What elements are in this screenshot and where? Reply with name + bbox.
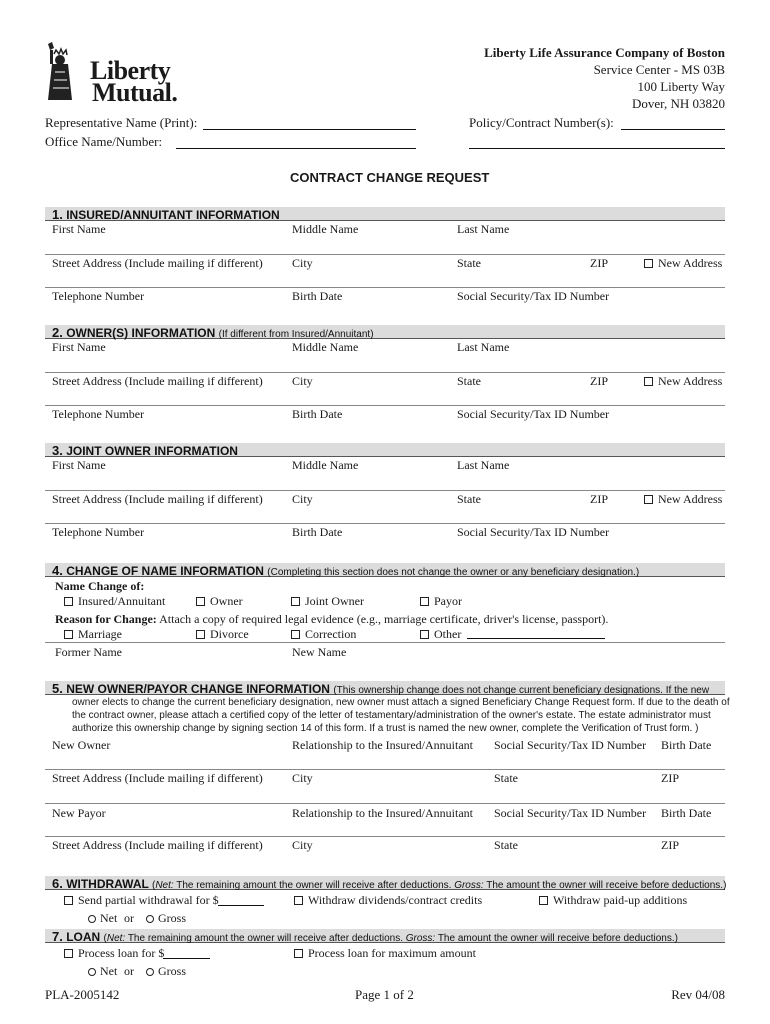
loan-gross-radio[interactable]: Gross [146, 964, 186, 979]
owner-state-label: State [494, 771, 518, 785]
reason-marriage-checkbox[interactable]: Marriage [64, 627, 122, 642]
checkbox-icon [64, 896, 73, 905]
checkbox-icon [64, 630, 73, 639]
s1-telephone: Telephone Number [52, 289, 145, 303]
radio-icon [88, 915, 96, 923]
radio-icon [146, 968, 154, 976]
reason-for-change: Reason for Change: Attach a copy of required legal evidence (e.g., marriage certificate, driver's license, passport). [55, 612, 609, 626]
owner-street-label: Street Address (Include mailing if different) [52, 771, 263, 785]
rep-name-label: Representative Name (Print): [45, 115, 198, 130]
payor-zip-label: ZIP [661, 838, 679, 852]
radio-icon [146, 915, 154, 923]
checkbox-icon [64, 597, 73, 606]
reason-divorce-checkbox[interactable]: Divorce [196, 627, 249, 642]
checkbox-icon [196, 597, 205, 606]
liberty-mutual-logo [40, 42, 178, 107]
s2-new-address-checkbox[interactable]: New Address [644, 374, 722, 389]
form-id: PLA-2005142 [45, 987, 120, 1002]
partial-withdrawal-checkbox[interactable]: Send partial withdrawal for $ [64, 893, 219, 908]
reason-correction-checkbox[interactable]: Correction [291, 627, 356, 642]
company-name: Liberty Life Assurance Company of Boston [484, 45, 725, 60]
new-name-label: New Name [292, 645, 347, 659]
owner-ssn-label: Social Security/Tax ID Number [494, 738, 647, 752]
owner-relationship-label: Relationship to the Insured/Annuitant [292, 738, 473, 752]
new-owner-label: New Owner [52, 738, 111, 752]
rep-name-field[interactable] [203, 129, 416, 130]
section-1-title: 1. INSURED/ANNUITANT INFORMATION [52, 207, 280, 222]
s2-state: State [457, 374, 481, 388]
logo-text-mutual: Mutual. [92, 78, 178, 107]
new-payor-label: New Payor [52, 806, 106, 820]
owner-zip-label: ZIP [661, 771, 679, 785]
name-change-label: Name Change of: [55, 579, 145, 593]
owner-birth-date-label: Birth Date [661, 738, 712, 752]
address-line-1: Service Center - MS 03B [593, 62, 725, 77]
s2-city: City [292, 374, 313, 388]
policy-field-2[interactable] [469, 148, 725, 149]
name-change-owner-checkbox[interactable]: Owner [196, 594, 243, 609]
address-line-2: 100 Liberty Way [637, 79, 725, 94]
s2-street: Street Address (Include mailing if different) [52, 374, 263, 388]
name-change-joint-owner-checkbox[interactable]: Joint Owner [291, 594, 364, 609]
payor-ssn-label: Social Security/Tax ID Number [494, 806, 647, 820]
s5-note-4: authorize this ownership change by signing section 14 of this form. If a trust is named the new owner, complete the Verification of Trust form. ) [72, 723, 699, 734]
radio-icon [88, 968, 96, 976]
checkbox-icon [294, 949, 303, 958]
s1-middle-name: Middle Name [292, 222, 359, 236]
reason-other-field[interactable] [467, 638, 605, 639]
checkbox-icon [539, 896, 548, 905]
s3-state: State [457, 492, 481, 506]
loan-net-radio[interactable]: Net [88, 964, 117, 979]
payor-relationship-label: Relationship to the Insured/Annuitant [292, 806, 473, 820]
payor-street-label: Street Address (Include mailing if different) [52, 838, 263, 852]
process-loan-checkbox[interactable]: Process loan for $ [64, 946, 164, 961]
s3-ssn: Social Security/Tax ID Number [457, 525, 610, 539]
section-5-title: 5. NEW OWNER/PAYOR CHANGE INFORMATION (This ownership change does not change current beneficiary designations. If the new [52, 681, 710, 696]
s3-first-name: First Name [52, 458, 106, 472]
s5-note-2: owner elects to change the current beneficiary designation, new owner must attach a signed Beneficiary Change Request form. If due to the death of [72, 697, 730, 708]
logo-text-liberty: Liberty [90, 56, 171, 85]
s3-city: City [292, 492, 313, 506]
withdraw-paidup-checkbox[interactable]: Withdraw paid-up additions [539, 893, 687, 908]
process-loan-amount[interactable] [163, 958, 210, 959]
withdraw-dividends-checkbox[interactable]: Withdraw dividends/contract credits [294, 893, 482, 908]
s1-state: State [457, 256, 481, 270]
s2-telephone: Telephone Number [52, 407, 145, 421]
s1-ssn: Social Security/Tax ID Number [457, 289, 610, 303]
owner-city-label: City [292, 771, 313, 785]
section-4-title: 4. CHANGE OF NAME INFORMATION (Completing this section does not change the owner or any beneficiary designation.) [52, 563, 640, 578]
s3-birth-date: Birth Date [292, 525, 343, 539]
revision: Rev 04/08 [671, 987, 725, 1002]
section-6-title: 6. WITHDRAWAL (Net: The remaining amount the owner will receive after deductions. Gross: The amount the owner will receive before deductions.) [52, 876, 727, 891]
office-label: Office Name/Number: [45, 134, 163, 149]
checkbox-icon [294, 896, 303, 905]
checkbox-icon [64, 949, 73, 958]
checkbox-icon [644, 495, 653, 504]
loan-or: or [124, 964, 134, 978]
policy-label: Policy/Contract Number(s): [469, 115, 614, 130]
payor-birth-date-label: Birth Date [661, 806, 712, 820]
checkbox-icon [644, 377, 653, 386]
page-number: Page 1 of 2 [355, 987, 414, 1002]
s5-note-3: the contract owner, please attach a certified copy of the letter of testamentary/administration of the owner's estate. The estate administrator must [72, 710, 711, 721]
s1-city: City [292, 256, 313, 270]
checkbox-icon [291, 630, 300, 639]
reason-other-checkbox[interactable]: Other [420, 627, 461, 642]
process-loan-max-checkbox[interactable]: Process loan for maximum amount [294, 946, 476, 961]
checkbox-icon [420, 630, 429, 639]
section-3-title: 3. JOINT OWNER INFORMATION [52, 443, 238, 458]
withdrawal-or: or [124, 911, 134, 925]
s3-middle-name: Middle Name [292, 458, 359, 472]
s2-zip: ZIP [590, 374, 608, 388]
checkbox-icon [644, 259, 653, 268]
name-change-insured-checkbox[interactable]: Insured/Annuitant [64, 594, 165, 609]
section-2-title: 2. OWNER(S) INFORMATION (If different from Insured/Annuitant) [52, 325, 374, 340]
s2-middle-name: Middle Name [292, 340, 359, 354]
s3-new-address-checkbox[interactable]: New Address [644, 492, 722, 507]
statue-of-liberty-icon [40, 42, 84, 102]
s1-new-address-checkbox[interactable]: New Address [644, 256, 722, 271]
payor-state-label: State [494, 838, 518, 852]
s1-street: Street Address (Include mailing if different) [52, 256, 263, 270]
s1-first-name: First Name [52, 222, 106, 236]
office-field[interactable] [176, 148, 416, 149]
withdrawal-net-radio[interactable]: Net [88, 911, 117, 926]
s2-last-name: Last Name [457, 340, 510, 354]
s3-street: Street Address (Include mailing if different) [52, 492, 263, 506]
payor-city-label: City [292, 838, 313, 852]
withdrawal-gross-radio[interactable]: Gross [146, 911, 186, 926]
section-7-title: 7. LOAN (Net: The remaining amount the owner will receive after deductions. Gross: The amount the owner will receive before deductions.) [52, 929, 678, 944]
s1-last-name: Last Name [457, 222, 510, 236]
s2-birth-date: Birth Date [292, 407, 343, 421]
name-change-payor-checkbox[interactable]: Payor [420, 594, 462, 609]
s1-birth-date: Birth Date [292, 289, 343, 303]
checkbox-icon [420, 597, 429, 606]
s3-last-name: Last Name [457, 458, 510, 472]
s1-zip: ZIP [590, 256, 608, 270]
partial-withdrawal-amount[interactable] [218, 905, 264, 906]
s3-zip: ZIP [590, 492, 608, 506]
form-title: CONTRACT CHANGE REQUEST [290, 170, 490, 185]
address-line-3: Dover, NH 03820 [632, 96, 725, 111]
policy-field-1[interactable] [621, 129, 725, 130]
s2-first-name: First Name [52, 340, 106, 354]
s2-ssn: Social Security/Tax ID Number [457, 407, 610, 421]
former-name-label: Former Name [55, 645, 122, 659]
checkbox-icon [291, 597, 300, 606]
s3-telephone: Telephone Number [52, 525, 145, 539]
checkbox-icon [196, 630, 205, 639]
